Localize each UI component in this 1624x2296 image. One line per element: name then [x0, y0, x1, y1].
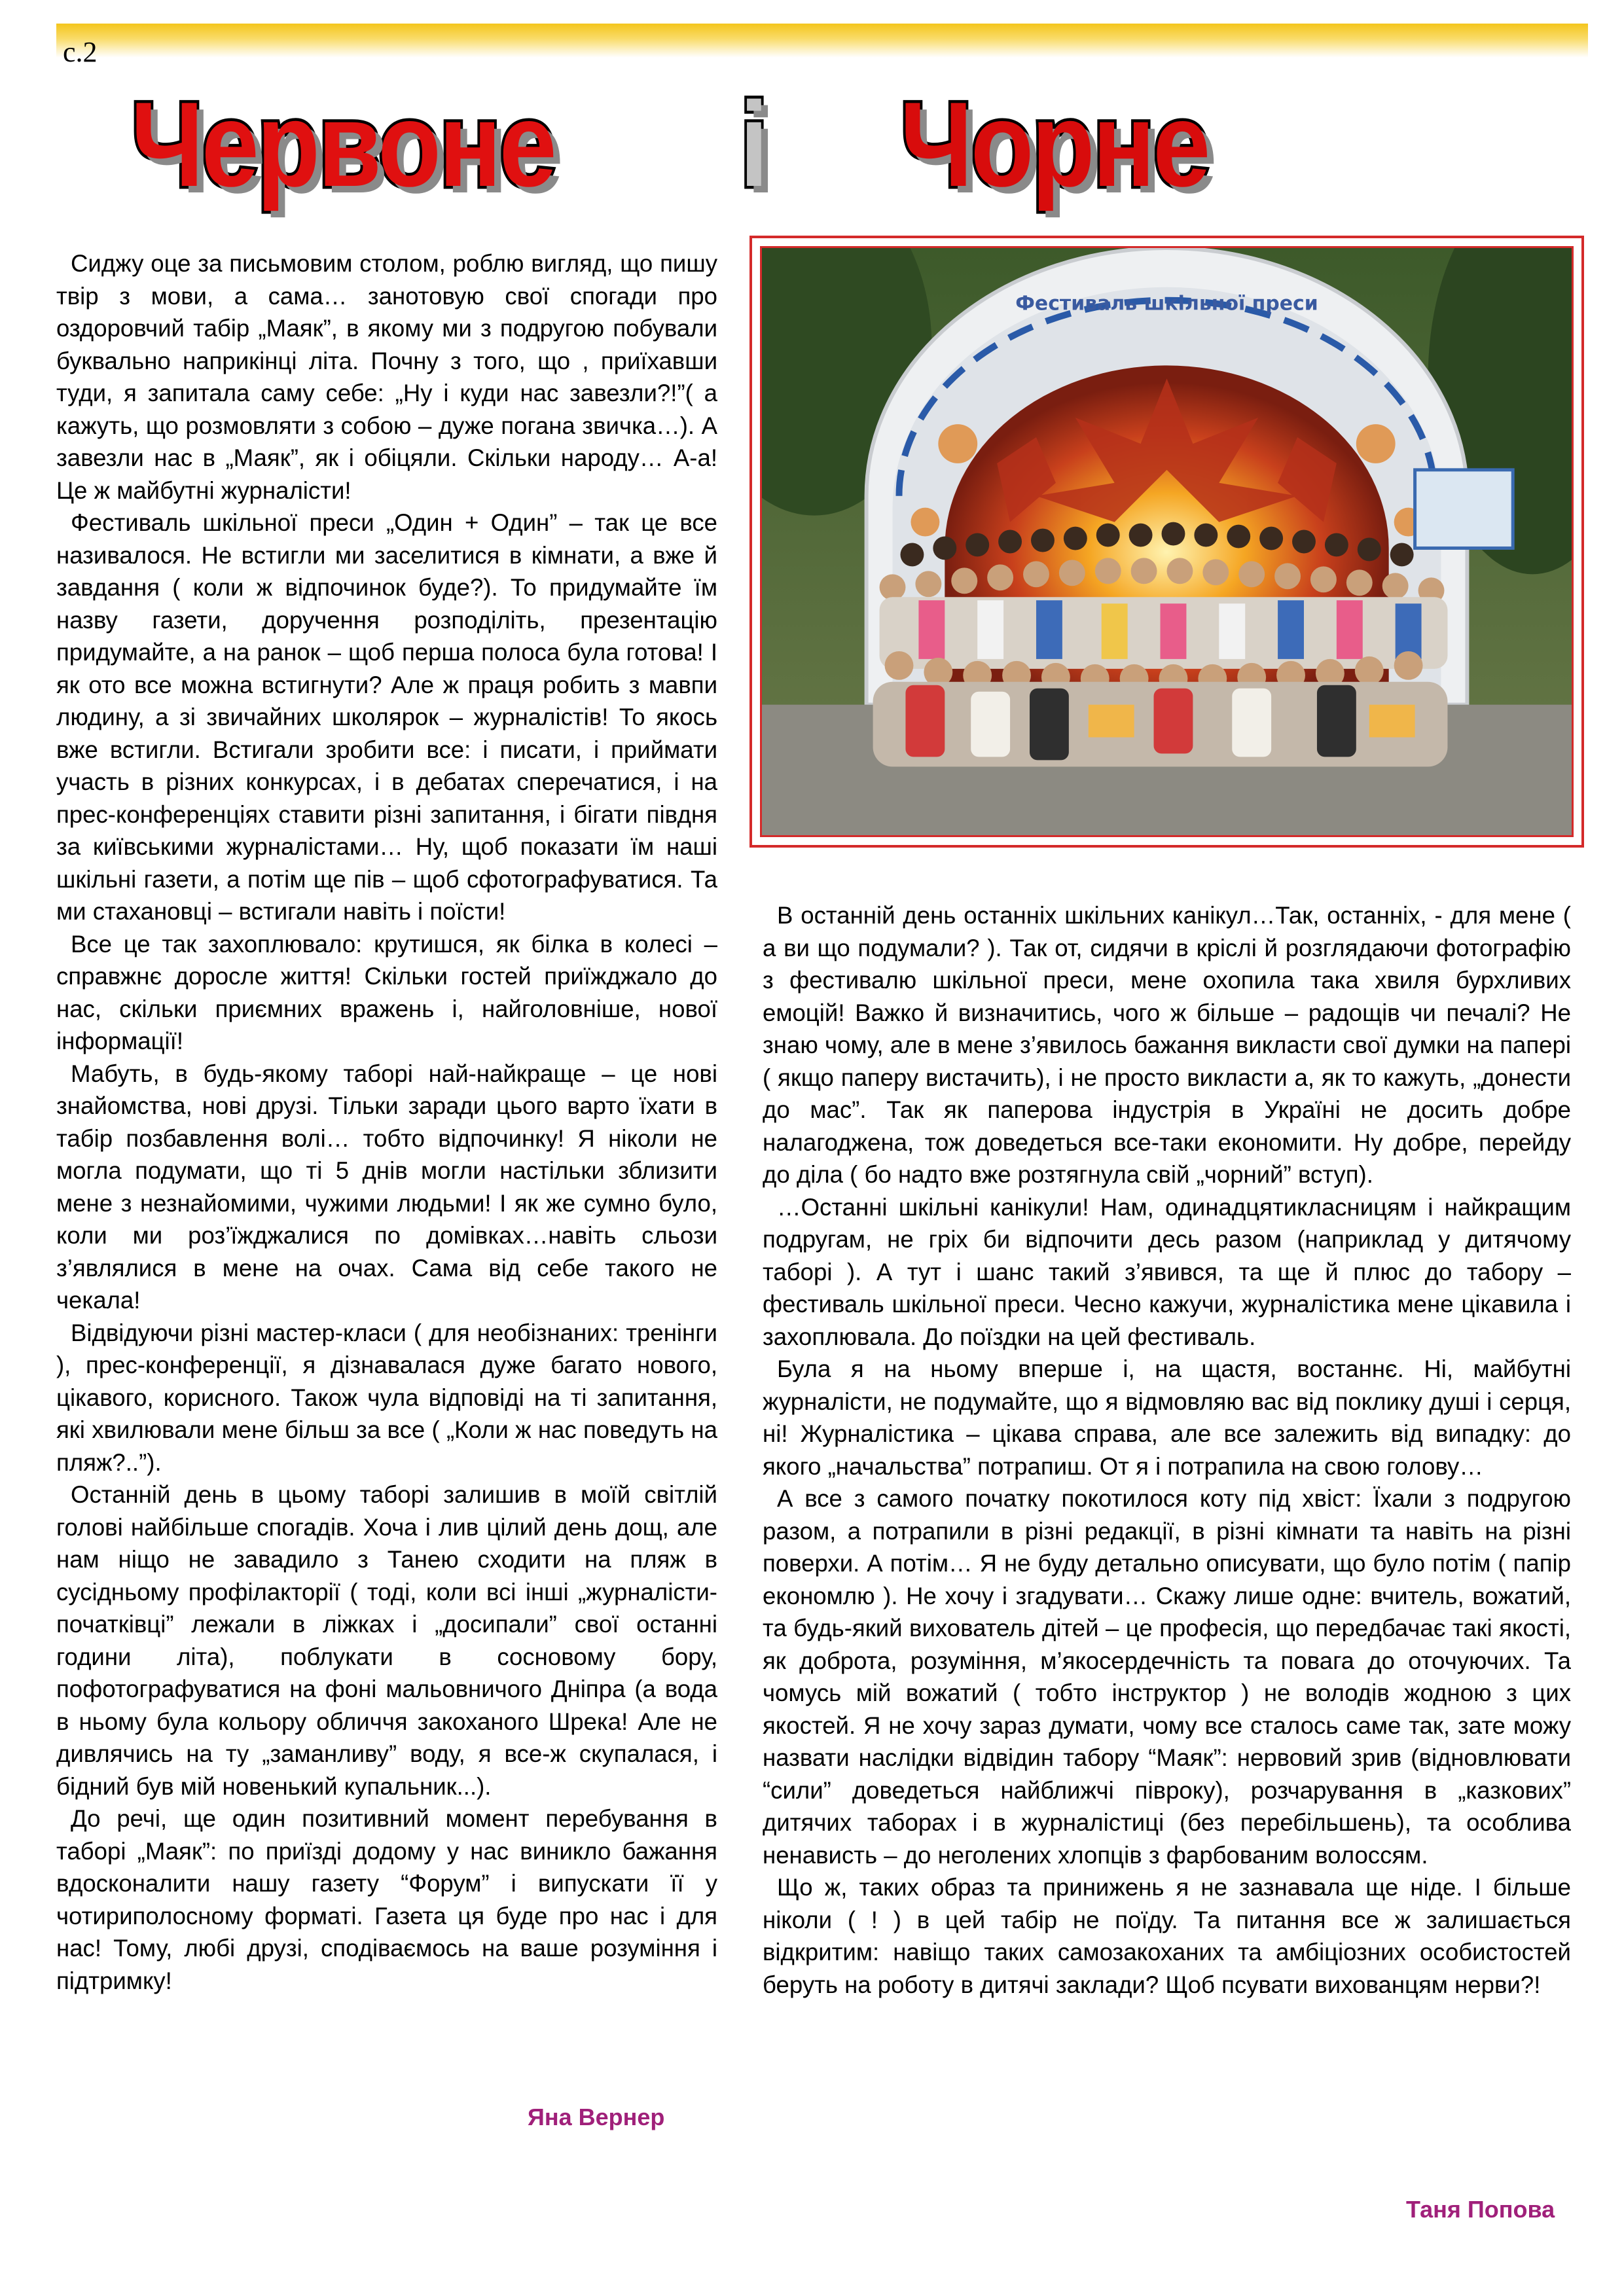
- author-signature-right: Таня Попова: [1406, 2196, 1555, 2223]
- paragraph: В останній день останніх шкільних канікул…Так, останніх, - для мене ( а ви що подумали? ). Так от, сидячи в кріслі й розглядаючи фотографію з фестивалю шкільної преси, мене охопила така хвиля бурхливих емоцій! Важко й визначитись, чого ж більше – радощів чи печалі? Не знаю чому, але в мене з’явилось бажання викласти свої думки на папері ( якщо паперу вистачить), і не просто викласти а, як то кажуть, „донести до мас”. Так як паперова індустрія в Україні не досить добре налагоджена, тож доведеться все-таки економити. Ну добре, перейду до діла ( бо надто вже розтягнула свій „чорний” вступ).: [763, 902, 1571, 1188]
- paragraph: Фестиваль шкільної преси „Один + Один” – так це все називалося. Не встигли ми заселитися в кімнати, а вже й завдання ( коли ж відпочинок буде?). То придумайте їм назву газети, доручення розподіліть, презентацію придумайте, а на ранок – щоб перша полоса була готова! І як ото все можна встигнути? Але ж праця робить з мавпи людину, а зі звичайних школярок – журналістів! То якось вже встигли. Встигали зробити все: і писати, і приймати участь в різних конкурсах, і в дебатах сперечатися, і на прес-конференціях ставити різні запитання, і бігати півдня за київськими журналістами… Ну, щоб показати їм наші шкільні газети, а потім ще пів – щоб сфотографуватися. Та ми стахановці – встигали навіть і поїсти!: [56, 509, 717, 925]
- paragraph: Відвідуючи різні мастер-класи ( для необізнаних: тренінги ), прес-конференції, я дізнавалася дуже багато нового, цікавого, корисного. Також чула відповіді на ті запитання, які хвилювали мене більш за все ( „Коли ж нас поведуть на пляж?..”).: [56, 1319, 717, 1476]
- paragraph: Все це так захоплювало: крутишся, як білка в колесі – справжнє доросле життя! Скільки гостей приїжджало до нас, скільки приємних вражень і, найголовніше, нової інформації!: [56, 930, 717, 1054]
- photo-banner-text: Фестиваль шкільної преси: [1015, 292, 1318, 315]
- paragraph: Мабуть, в будь-якому таборі най-найкраще – це нові знайомства, нові друзі. Тільки заради цього варто їхати в табір позбавлення волі… тобто відпочинку! Я ніколи не могла подумати, що ті 5 днів могли настільки зблизити мене з незнайомими, чужими людьми! І як же сумно було, коли ми роз’їжджалися по домівках…навіть сльози з’являлися в мене на очах. Сама від себе такого не чекала!: [56, 1060, 717, 1314]
- headline-word-black: Чорне: [900, 77, 1208, 211]
- paragraph: Останній день в цьому таборі залишив в моїй світлій голові найбільше спогадів. Хоча і лив цілий день дощ, але нам ніщо не завадило з Танею сходити на пляж в сусідньому профілакторії ( тоді, коли всі інші „журналісти-початківці” лежали в ліжках і „досипали” свої останні години літа), поблукати в сосновому бору, пофотографуватися на фоні мальовничого Дніпра (а вода в ньому була кольору обличчя закоханого Шрека! Але не дивлячись на ту „заманливу” воду, я все-ж скупалася, і бідний був мій новенький купальник...).: [56, 1481, 717, 1800]
- article-left-body: [56, 247, 717, 1997]
- paragraph: Що ж, таких образ та принижень я не зазнавала ще ніде. І більше ніколи ( ! ) в цей табір не поїду. Та питання все ж залишається відкритим: навіщо таких самозакоханих та амбіціозних особистостей беруть на роботу в дитячі заклади? Щоб псувати вихованцям нерви?!: [763, 1874, 1571, 1998]
- header-bar: [56, 24, 1588, 58]
- page-number: с.2: [63, 36, 98, 68]
- headline-word-and: і: [740, 77, 767, 211]
- paragraph: До речі, ще один позитивний момент перебування в таборі „Маяк”: по приїзді додому у нас виникло бажання вдосконалити нашу газету “Форум” і випускати її у чотириполосному форматі. Газета ця буде про нас і для нас! Тому, любі друзі, сподіваємось на ваше розуміння і підтримку!: [56, 1805, 717, 1994]
- photo-illustration: [762, 248, 1572, 835]
- paragraph: Була я на ньому вперше і, на щастя, востаннє. Ні, майбутні журналісти, не подумайте, що я відмовляю вас від поклику душі і серця, ні! Журналістика – цікава справа, але все залежить від випадку: до якого „начальства” потрапиш. От я і потрапила на свою голову…: [763, 1355, 1571, 1480]
- paragraph: …Останні шкільні канікули! Нам, одинадцятикласницям і найкращим подругам, не гріх би відпочити десь разом (наприклад у дитячому таборі ). А тут і шанс такий з’явився, та ще й плюс до табору – фестиваль шкільної преси. Чесно кажучи, журналістика мене цікавила і захоплювала. До поїздки на цей фестиваль.: [763, 1193, 1571, 1350]
- group-photo: [749, 236, 1584, 848]
- paragraph: Сиджу оце за письмовим столом, роблю вигляд, що пишу твір з мови, а сама… занотовую свої спогади про оздоровчий табір „Маяк”, в якому ми з подругою побували буквально наприкінці літа. Почну з того, що , приїхавши туди, я запитала саму себе: „Ну і куди нас завезли?!”( а кажуть, що розмовляти з собою – дуже погана звичка…). А завезли нас в „Маяк”, як і обіцяли. Скільки народу… А-а! Це ж майбутні журналісти!: [56, 250, 717, 504]
- article-right-body: [763, 899, 1571, 2001]
- paragraph: А все з самого початку покотилося коту під хвіст: Їхали з подругою разом, а потрапили в різні редакції, в різні кімнати та навіть на різні поверхи. А потім… Я не буду детально описувати, що було потім ( папір економлю ). Не хочу і згадувати… Скажу лише одне: вчитель, вожатий, та будь-який вихователь дітей – це професія, що передбачає такі якості, як доброта, розуміння, м’якосердечність та повага до оточуючих. Та чомусь мій вожатий ( тобто інструктор ) не володів жодною з цих якостей. Я не хочу зараз думати, чому все сталось саме так, зате можу назвати наслідки відвідин табору “Маяк”: нервовий зрив (відновлювати “сили” доведеться найближчі півроку), розчарування в „казкових” дитячих таборах і в журналістиці (без перебільшень), та особлива ненависть – до неголених хлопців з фарбованим волоссям.: [763, 1485, 1571, 1869]
- headline-word-red: Червоне: [131, 77, 555, 211]
- author-signature-left: Яна Вернер: [528, 2104, 665, 2130]
